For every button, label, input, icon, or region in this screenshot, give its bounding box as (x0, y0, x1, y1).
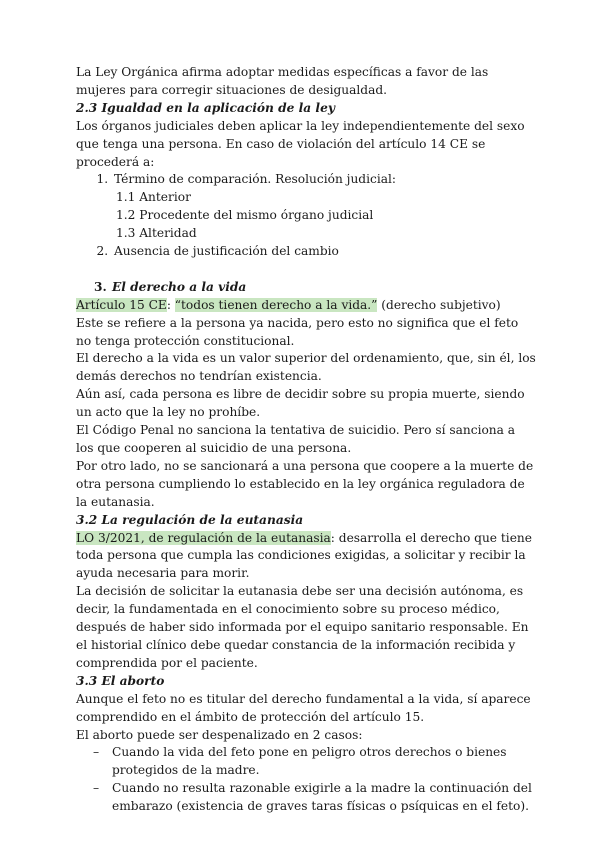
section-2-3-heading: 2.3 Igualdad en la aplicación de la ley (76, 100, 335, 115)
document-page (76, 64, 536, 816)
lo-description: : desarrolla el derecho que tiene toda persona que cumpla las condiciones exigidas, a solicitar y recibir la ayuda necesaria para morir. (76, 530, 532, 581)
list-item: – Cuando no resulta razonable exigirle a la madre la continuación del embarazo (existencia de graves taras físicas o psíquicas en el feto). (76, 780, 536, 816)
section-3-paragraph-4: El Código Penal no sanciona la tentativa de suicidio. Pero sí sanciona a los que cooperen al suicidio de una persona. (76, 423, 516, 456)
list-item-label: Ausencia de justificación del cambio (114, 244, 339, 259)
section-3-2-paragraph-2: La decisión de solicitar la eutanasia debe ser una decisión autónoma, es decir, la fundamentada en el conocimiento sobre su proceso médico, después de haber sido informada por el equipo sanitario responsable. En el historial clínico debe quedar constancia de la información recibida y comprendida por el paciente. (76, 584, 529, 670)
section-3-paragraph-5: Por otro lado, no se sancionará a una persona que coopere a la muerte de otra persona cumpliendo lo establecido en la ley orgánica reguladora de la eutanasia. (76, 458, 534, 509)
list-item (112, 243, 536, 261)
sublist-item: 1.2 Procedente del mismo órgano judicial (116, 208, 374, 223)
abortion-cases-list (76, 744, 536, 816)
section-3-paragraph-1: Este se refiere a la persona ya nacida, pero esto no significa que el feto no tenga protección constitucional. (76, 315, 519, 348)
highlighted-quote: “todos tienen derecho a la vida.” (174, 297, 378, 312)
section-3-paragraph-3: Aún así, cada persona es libre de decidir sobre su propia muerte, siendo un acto que la ley no prohíbe. (76, 387, 525, 420)
list-item (112, 171, 536, 243)
list-item-label: Término de comparación. Resolución judicial: (114, 172, 396, 187)
section-3-paragraph-2: El derecho a la vida es un valor superior del ordenamiento, que, sin él, los demás derechos no tendrían existencia. (76, 351, 536, 384)
section-3-3-heading: 3.3 El aborto (76, 673, 165, 688)
section-3-number: 3. (94, 279, 107, 294)
section-3-3-paragraph-1: Aunque el feto no es titular del derecho fundamental a la vida, sí aparece comprendido en el ámbito de protección del artículo 15. (76, 691, 531, 724)
highlighted-law: LO 3/2021, de regulación de la eutanasia (76, 530, 331, 545)
article-note: (derecho subjetivo) (377, 297, 501, 312)
section-2-3-text: Los órganos judiciales deben aplicar la ley independientemente del sexo que tenga una persona. En caso de violación del artículo 14 CE se procederá a: (76, 118, 525, 169)
spacer (76, 261, 536, 279)
highlighted-article: Artículo 15 CE (76, 297, 167, 312)
list-item: – Cuando la vida del feto pone en peligro otros derechos o bienes protegidos de la madre. (76, 744, 536, 780)
section-3-heading (76, 279, 536, 297)
sublist-item: 1.1 Anterior (116, 190, 191, 205)
section-3-2-heading: 3.2 La regulación de la eutanasia (76, 512, 304, 527)
article-15-paragraph: Artículo 15 CE: “todos tienen derecho a la vida.” (derecho subjetivo) (76, 297, 501, 312)
sublist-item: 1.3 Alteridad (116, 226, 197, 241)
lo-paragraph (76, 530, 536, 584)
intro-paragraph: La Ley Orgánica afirma adoptar medidas específicas a favor de las mujeres para corregir situaciones de desigualdad. (76, 65, 489, 97)
sublist (114, 189, 536, 243)
procedure-list (76, 171, 536, 261)
section-3-3-paragraph-2: El aborto puede ser despenalizado en 2 casos: (76, 727, 363, 742)
section-3-title: El derecho a la vida (112, 279, 247, 294)
